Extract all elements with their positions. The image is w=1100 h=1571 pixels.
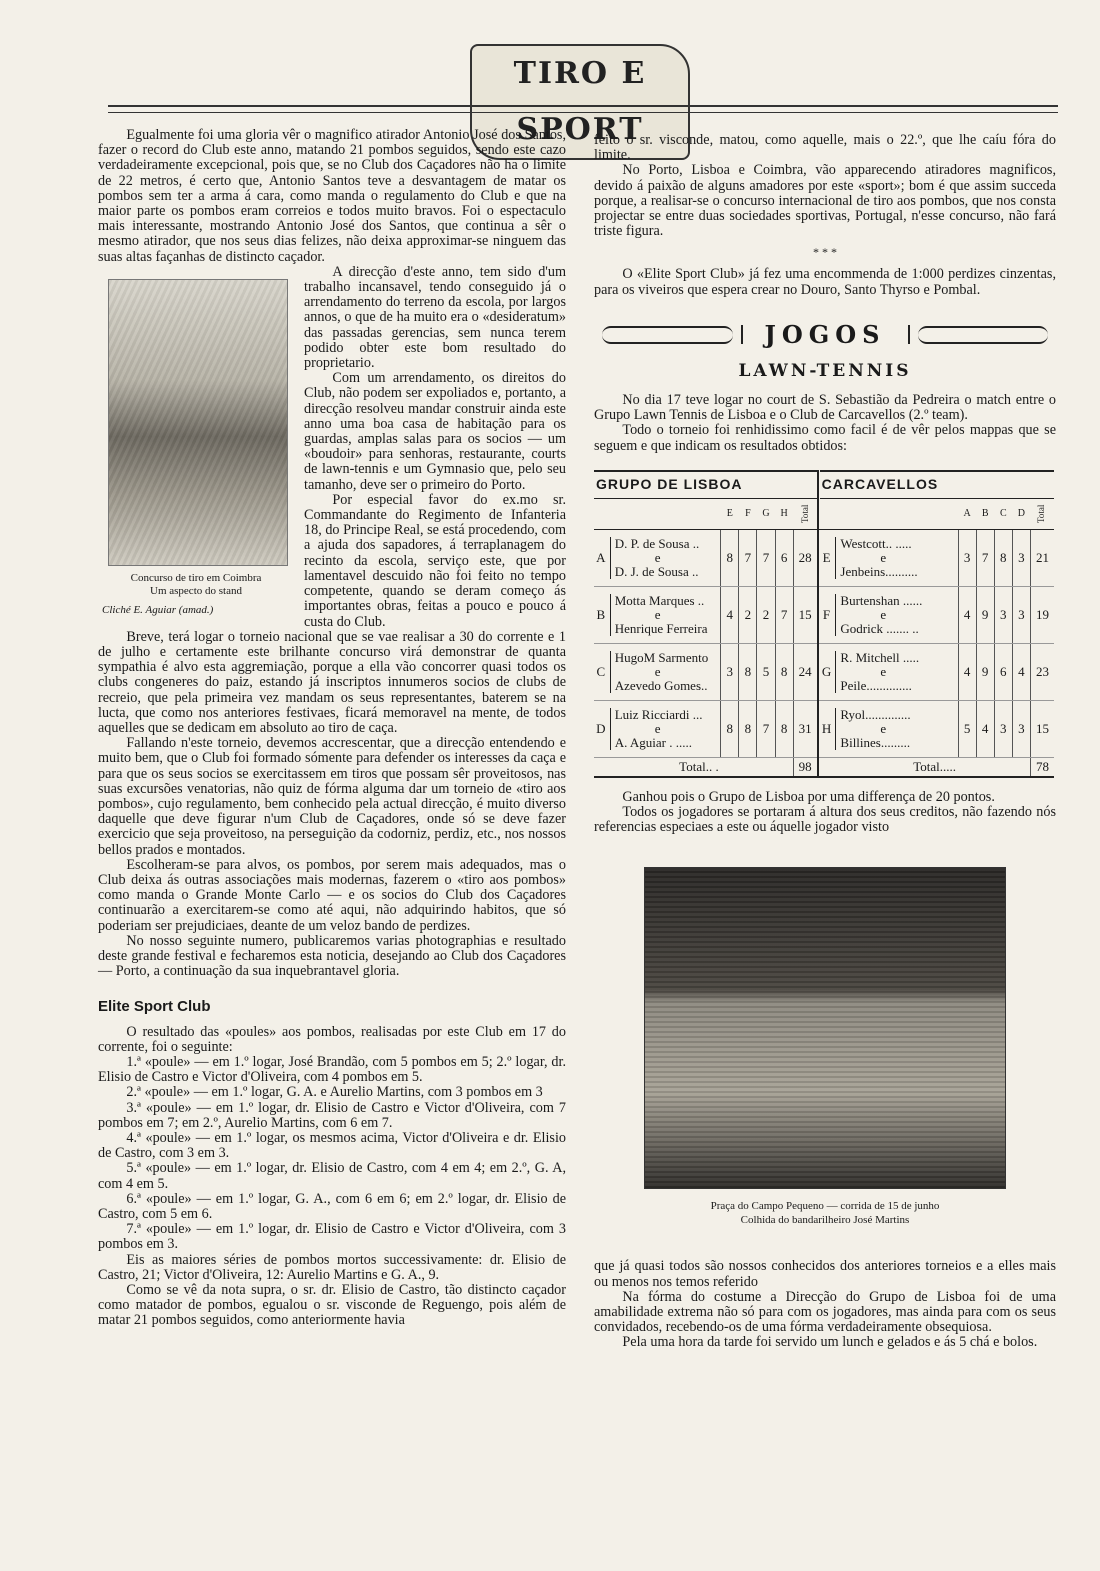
article-paragraph: Todos os jogadores se portaram á altura dos seus creditos, não fazendo nós referencias especiaes a este ou áquelle jogador visto: [594, 804, 1056, 836]
elite-paragraph: 4.ª «poule» — em 1.º logar, os mesmos acima, Victor d'Oliveira e dr. Elisio de Castro, com 3 em 3.: [98, 1130, 566, 1162]
player-name: Westcott.. .....: [840, 535, 912, 551]
team-header-lisboa: GRUPO DE LISBOA: [594, 471, 818, 499]
pair-names: [835, 537, 955, 579]
photo-caption: [102, 572, 290, 617]
elite-paragraph: 6.ª «poule» — em 1.º logar, G. A., com 6 em 6; em 2.º logar, dr. Elisio de Castro, com 5 em 6.: [98, 1190, 566, 1223]
pair-names: [610, 708, 718, 750]
score-cell: 5: [757, 643, 775, 700]
team-header-carcavellos: CARCAVELLOS: [820, 471, 1054, 499]
pair-letter: B: [594, 586, 608, 643]
masthead-logo: TIRO E SPORT: [470, 44, 690, 160]
total-cell: 15: [793, 586, 817, 643]
coimbra-stand-photo: [108, 279, 288, 566]
elite-paragraph: 5.ª «poule» — em 1.º logar, dr. Elisio de Castro, com 4 em 4; em 2.º, G. A, com 4 em 5.: [98, 1160, 566, 1192]
pair-letter: F: [820, 586, 834, 643]
article-paragraph: Pela uma hora da tarde foi servido um lunch e gelados e ás 5 chá e bolos.: [622, 1334, 1038, 1351]
score-cell: 8: [739, 700, 757, 757]
article-paragraph: A direcção d'este anno, tem sido d'um trabalho incansavel, tendo conseguido já o arrendamento do terreno da escola, por largos annos, o que de ha muito era o «desideratum» das passadas gerencias, sem nunca terem podido obter este bom resultado do proprietario.: [304, 263, 566, 372]
player-name: Azevedo Gomes..: [614, 677, 708, 693]
article-paragraph: No nosso seguinte numero, publicaremos varias photographias e resultado deste grande festival e fecharemos esta noticia, desejando ao Club dos Caçadores — Porto, a continuação da sua inquebrantavel gloria.: [98, 932, 566, 980]
score-cell: 7: [775, 586, 793, 643]
pair-joiner: e: [880, 663, 887, 679]
table-header-row: [594, 498, 1054, 529]
grand-total: 98: [793, 757, 817, 777]
col-header: C: [994, 498, 1012, 529]
elite-paragraph: Eis as maiores séries de pombos mortos successivamente: dr. Elisio de Castro, 21; Victor d'Oliveira, 12: Aurelio Martins e G. A., 9.: [98, 1251, 566, 1283]
pair-letter: H: [820, 700, 834, 757]
table-row: [594, 700, 1054, 757]
player-name: D. P. de Sousa ..: [614, 535, 700, 551]
score-cell: 7: [976, 529, 994, 586]
elite-paragraph: Como se vê da nota supra, o sr. dr. Elisio de Castro, tão distincto caçador como matador de pombos, egualou o sr. visconde de Reguengo, pois além de matar 21 pombos seguidos, como anteriormente havia: [98, 1282, 566, 1329]
tennis-paragraph: No dia 17 teve logar no court de S. Sebastião da Pedreira o match entre o Grupo Lawn Tennis de Lisboa e o Club de Carcavellos (2.º team).: [594, 392, 1056, 424]
score-cell: 8: [775, 700, 793, 757]
score-cell: 3: [994, 700, 1012, 757]
score-cell: 3: [721, 643, 739, 700]
jogos-title: JOGOS: [741, 325, 910, 344]
total-cell: 23: [1030, 643, 1054, 700]
photo-credit: Cliché E. Aguiar (amad.): [102, 603, 214, 616]
elite-paragraph: O resultado das «poules» aos pombos, realisadas por este Club em 17 do corrente, foi o seguinte:: [98, 1023, 566, 1055]
pair-joiner: e: [880, 720, 887, 736]
article-paragraph: Escolheram-se para alvos, os pombos, por serem mais adequados, mas o Club deixa ás outras associações mais modernas, fazerem o «tiro aos pombos» como manda o Grande Monte Carlo — e os socios do Club dos Caçadores continuarão a exercitarem-se como até aqui, não adquirindo habitos, que só poderiam ser prejudiciaes, deante de um veloz bando de perdizes.: [98, 856, 566, 934]
right-column: [594, 133, 1056, 1351]
score-cell: 6: [775, 529, 793, 586]
pair-joiner: e: [880, 606, 887, 622]
pair-names: [610, 594, 718, 636]
col-header: F: [739, 498, 757, 529]
elite-paragraph: 3.ª «poule» — em 1.º logar, dr. Elisio de Castro e Victor d'Oliveira, com 7 pombos em 7; em 2.º, Aurelio Martins, com 6 em 7.: [98, 1099, 566, 1131]
ornament-left: [602, 326, 733, 344]
col-header: A: [958, 498, 976, 529]
article-paragraph: Com um arrendamento, os direitos do Club, não podem ser expoliados e, portanto, a direcção resolveu mandar construir ainda este anno uma boa casa de habitação para os guardas, amplas salas para os socios — um «boudoir» para senhoras, restaurante, courts de lawn-tennis e um Gymnasio que, pelo seu tamanho, deve ser o primeiro do Porto.: [304, 370, 566, 493]
score-cell: 2: [757, 586, 775, 643]
player-name: Ryol..............: [840, 706, 911, 722]
player-name: Godrick ....... ..: [840, 620, 919, 636]
total-cell: 15: [1030, 700, 1054, 757]
total-cell: 24: [793, 643, 817, 700]
total-cell: 19: [1030, 586, 1054, 643]
photo-caption-line: Concurso de tiro em Coimbra: [130, 571, 262, 584]
pair-letter: E: [820, 529, 834, 586]
score-cell: 3: [958, 529, 976, 586]
pair-names: [835, 594, 955, 636]
elite-paragraph: 2.ª «poule» — em 1.º logar, G. A. e Aurelio Martins, com 3 pombos em 3: [126, 1084, 543, 1101]
article-paragraph: Egualmente foi uma gloria vêr o magnifico atirador Antonio José dos Santos, fazer o record do Club este anno, matando 21 pombos seguidos, sendo este cazo verdadeiramente excepcional, pois que, se no Club dos Caçadores não ha o limite de 22 metros, é certo que, Antonio Santos teve a desvantagem de matar os pombos sem ter a arma á cara, como manda o regulamento do Club e que na maior parte os pombos eram correios e todos muito bravos. Foi o espectaculo mais interessante, mostrando Antonio José dos Santos, que continua a sêr o mesmo atirador, que nos seus dias felizes, não deixa approximar-se ninguem das suas altas façanhas de distincto caçador.: [98, 127, 566, 265]
header-rule: [108, 105, 1058, 113]
pair-letter: G: [820, 643, 834, 700]
pair-joiner: e: [654, 720, 661, 736]
left-column: [98, 128, 566, 1329]
player-name: R. Mitchell .....: [840, 649, 920, 665]
table-row: [594, 586, 1054, 643]
player-name: A. Aguiar . .....: [614, 734, 693, 750]
jogos-banner: [594, 316, 1056, 354]
score-cell: 3: [1012, 586, 1030, 643]
results-table: [594, 470, 1054, 778]
photo-caption-line: Um aspecto do stand: [150, 584, 242, 597]
score-cell: 8: [994, 529, 1012, 586]
bullfight-caption: [594, 1199, 1056, 1227]
total-cell: 28: [793, 529, 817, 586]
player-name: Peile..............: [840, 677, 912, 693]
score-cell: 9: [976, 643, 994, 700]
player-name: Henrique Ferreira: [614, 620, 708, 636]
pair-letter: A: [594, 529, 608, 586]
tennis-paragraph: Todo o torneio foi renhidissimo como facil é de vêr pelos mappas que se seguem e que indicam os resultados obtidos:: [594, 422, 1056, 454]
col-header-total: Total: [1030, 498, 1054, 529]
score-cell: 4: [976, 700, 994, 757]
score-cell: 4: [958, 643, 976, 700]
score-cell: 4: [721, 586, 739, 643]
score-cell: 4: [1012, 643, 1030, 700]
table-total-row: [594, 757, 1054, 777]
pair-joiner: e: [654, 663, 661, 679]
pair-names: [835, 708, 955, 750]
bullfight-photo: [644, 867, 1006, 1189]
grand-total: 78: [1030, 757, 1054, 777]
score-cell: 3: [994, 586, 1012, 643]
masthead: [470, 44, 690, 147]
player-name: D. J. de Sousa ..: [614, 563, 699, 579]
player-name: Billines.........: [840, 734, 911, 750]
score-cell: 9: [976, 586, 994, 643]
score-cell: 8: [721, 529, 739, 586]
score-cell: 6: [994, 643, 1012, 700]
score-cell: 8: [721, 700, 739, 757]
article-paragraph: Fallando n'este torneio, devemos accrescentar, que a direcção entendendo e muito bem, que o Club foi formado sómente para defender os interesses da caça e para que os seus socios se exercitassem em tiros que possam sêr proveitosos, nas suas excursões venatorias, não quiz de fórma alguma dar um torneio de «tiro aos pombos», cujo regulamento, bem conhecido pela actual direcção, é muito diverso daquelle que deve figurar n'um Club de Caçadores, onde só se deve fazer exercicio que seja proveitoso, na perseguição da codorniz, perdiz, etc., nos nossos bellos prados e montados.: [98, 735, 566, 858]
coimbra-photo-figure: [102, 279, 290, 617]
pair-names: [610, 537, 718, 579]
score-cell: 3: [1012, 700, 1030, 757]
score-cell: 7: [739, 529, 757, 586]
score-cell: 4: [958, 586, 976, 643]
score-cell: 7: [757, 700, 775, 757]
article-paragraph: feito o sr. visconde, matou, como aquelle, mais o 22.º, que lhe caíu fóra do limite.: [594, 132, 1056, 164]
pair-names: [610, 651, 718, 693]
pair-names: [835, 651, 955, 693]
col-header: B: [976, 498, 994, 529]
total-label: Total.....: [820, 757, 958, 777]
elite-paragraph: 7.ª «poule» — em 1.º logar, dr. Elisio de Castro e Victor d'Oliveira, com 3 pombos em 3.: [98, 1221, 566, 1253]
col-header: D: [1012, 498, 1030, 529]
col-header: E: [721, 498, 739, 529]
player-name: Jenbeins..........: [840, 563, 918, 579]
perdizes-paragraph: O «Elite Sport Club» já fez uma encommenda de 1:000 perdizes cinzentas, para os viveiros que espera crear no Douro, Santo Thyrso e Pombal.: [594, 266, 1056, 298]
pair-letter: D: [594, 700, 608, 757]
total-cell: 21: [1030, 529, 1054, 586]
player-name: Burtenshan ......: [840, 592, 923, 608]
col-header: H: [775, 498, 793, 529]
player-name: Luiz Ricciardi ...: [614, 706, 703, 722]
article-paragraph: que já quasi todos são nossos conhecidos dos anteriores torneios e a elles mais ou menos nos temos referido: [594, 1258, 1056, 1290]
photo-caption-line: Praça do Campo Pequeno — corrida de 15 de junho: [710, 1200, 940, 1213]
photo-caption-line: Colhida do bandarilheiro José Martins: [740, 1214, 910, 1227]
article-paragraph: No Porto, Lisboa e Coimbra, vão apparecendo atiradores magnificos, devido á paixão de alguns amadores por este «sport»; bom é que assim succeda porque, a realisar-se o concurso internacional de tiro aos pombos, que nos consta projectar se entre duas sociedades sportivas, Portugal, n'esse concurso, não fará triste figura.: [594, 162, 1056, 240]
col-header-total: Total: [793, 498, 817, 529]
pair-joiner: e: [654, 606, 661, 622]
article-paragraph: Na fórma do costume a Direcção do Grupo de Lisboa foi de uma amabilidade extrema não só para com os jogadores, mas ainda para com os seus convidados, recebendo-os de uma fórma verdadeiramente obsequiosa.: [594, 1288, 1056, 1336]
player-name: Motta Marques ..: [614, 592, 705, 608]
pair-joiner: e: [880, 549, 887, 565]
ornament-right: [918, 326, 1049, 344]
score-cell: 8: [739, 643, 757, 700]
pair-joiner: e: [654, 549, 661, 565]
article-paragraph: Ganhou pois o Grupo de Lisboa por uma differença de 20 pontos.: [622, 788, 995, 805]
pair-letter: C: [594, 643, 608, 700]
table-row: [594, 529, 1054, 586]
score-cell: 3: [1012, 529, 1030, 586]
article-paragraph: Breve, terá logar o torneio nacional que se vae realisar a 30 do corrente e 1 de julho e certamente este brilhante concurso virá demonstrar de quanta sympathia é alvo esta aggremiação, porque a ella vão concorrer quasi todos os clubs congeneres do paiz, estando já inscriptos innumeros socios de clubs de recreio, que pela primeira vez mandam os seus representantes, baterem se na lucta, que como nos anteriores festivaes, ficará memoravel na mente, de todos aquelles que se dedicam em absoluto ao tiro de caça.: [98, 628, 566, 736]
col-header: G: [757, 498, 775, 529]
section-title-elite: Elite Sport Club: [98, 998, 211, 1016]
total-label: Total.. .: [594, 757, 721, 777]
table-row: [594, 643, 1054, 700]
score-cell: 2: [739, 586, 757, 643]
elite-paragraph: 1.ª «poule» — em 1.º logar, José Brandão, com 5 pombos em 5; 2.º logar, dr. Elisio de Castro e Victor d'Oliveira, com 4 pombos em 5.: [98, 1053, 566, 1086]
asterism: * * *: [813, 245, 837, 260]
lawn-tennis-title: LAWN-TENNIS: [738, 360, 912, 381]
player-name: HugoM Sarmento: [614, 649, 709, 665]
article-paragraph: Por especial favor do ex.mo sr. Commandante do Regimento de Infanteria 18, do Principe Real, se está procedendo, com a ajuda dos sapadores, á terraplanagem do recinto da escola, serviço este, que por lamentavel descuido não foi feito no tempo competente, quando se deram começo ás importantes obras, feitas a pouco e pouco á custa do Club.: [304, 491, 566, 630]
score-cell: 8: [775, 643, 793, 700]
total-cell: 31: [793, 700, 817, 757]
score-cell: 7: [757, 529, 775, 586]
score-cell: 5: [958, 700, 976, 757]
